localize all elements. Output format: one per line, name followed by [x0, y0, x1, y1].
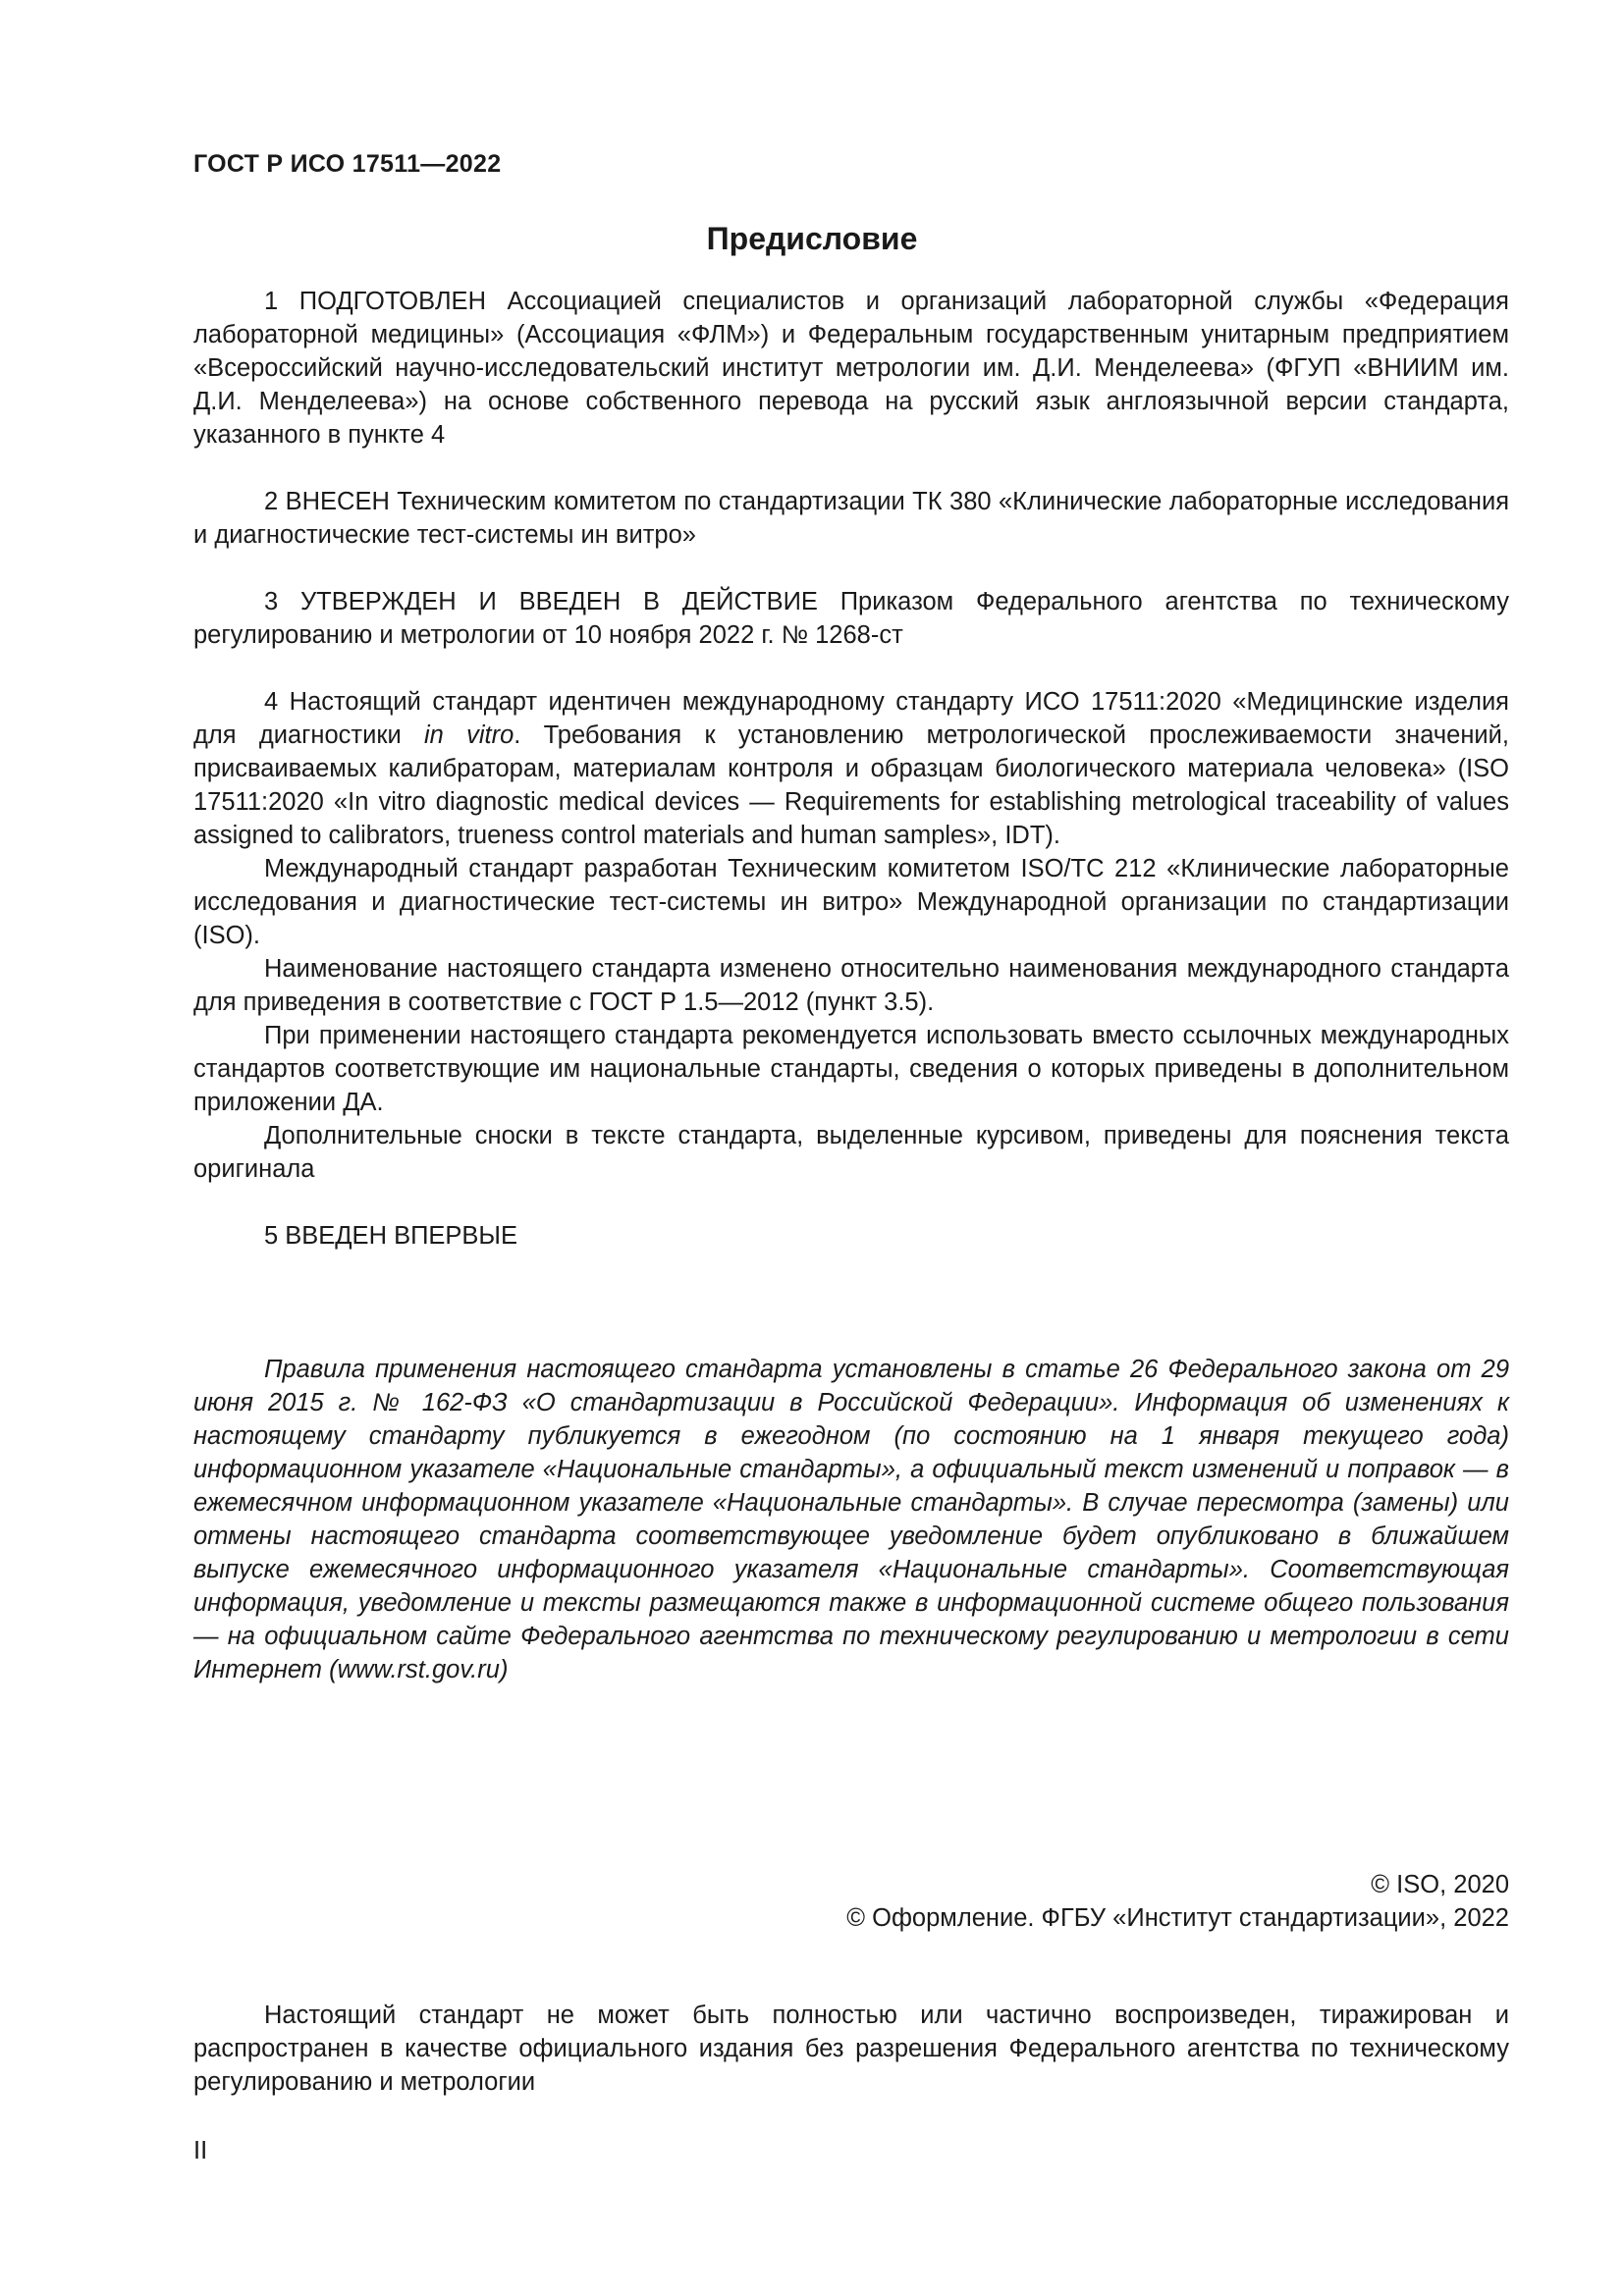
paragraph-prepared: 1 ПОДГОТОВЛЕН Ассоциацией специалистов и организаций лабораторной службы «Федерация лабораторной медицины» (Ассоциация «ФЛМ») и Федеральным государственным унитарным предприятием «Всероссийский научно-исследовательский институт метрологии им. Д.И. Менделеева» (ФГУП «ВНИИМ им. Д.И. Менделеева») на основе собственного перевода на русский язык англоязычной версии стандарта, указанного в пункте 4	[193, 288, 1509, 449]
copyright-block	[193, 1868, 1509, 1935]
application-rules-notice: Правила применения настоящего стандарта установлены в статье 26 Федерального закона от 29 июня 2015 г. № 162-ФЗ «О стандартизации в Российской Федерации». Информация об изменениях к настоящему стандарту публикуется в ежегодном (по состоянию на 1 января текущего года) информационном указателе «Национальные стандарты», а официальный текст изменений и поправок — в ежемесячном информационном указателе «Национальные стандарты». В случае пересмотра (замены) или отмены настоящего стандарта соответствующее уведомление будет опубликовано в ближайшем выпуске ежемесячного информационного указателя «Национальные стандарты». Соответствующая информация, уведомление и тексты размещаются также в информационной системе общего пользования — на официальном сайте Федерального агентства по техническому регулированию и метрологии в сети Интернет (www.rst.gov.ru)	[193, 1356, 1509, 1683]
page-number: II	[193, 2137, 208, 2164]
paragraph-references: При применении настоящего стандарта рекомендуется использовать вместо ссылочных международных стандартов соответствующие им национальные стандарты, сведения о которых приведены в дополнительном приложении ДА.	[193, 1022, 1509, 1116]
foreword-body	[193, 285, 1509, 1686]
document-code: ГОСТ Р ИСО 17511—2022	[193, 150, 502, 178]
paragraph-approved: 3 УТВЕРЖДЕН И ВВЕДЕН В ДЕЙСТВИЕ Приказом Федерального агентства по техническому регулированию и метрологии от 10 ноября 2022 г. № 1268-ст	[193, 588, 1509, 649]
paragraph-identical-part2: . Требования к установлению метрологической прослеживаемости значений, присваиваемых калибраторам, материалам контроля и образцам биологического материала человека» (ISO 17511:2020 «In vitro diagnostic medical devices — Requirements for establishing metrological traceability of values assigned to calibrators, trueness control materials and human samples», IDT).	[193, 721, 1510, 849]
reproduction-notice: Настоящий стандарт не может быть полностью или частично воспроизведен, тиражирован и распространен в качестве официального издания без разрешения Федерального агентства по техническому регулированию и метрологии	[193, 2002, 1509, 2096]
paragraph-footnotes: Дополнительные сноски в тексте стандарта, выделенные курсивом, приведены для пояснения текста оригинала	[193, 1122, 1509, 1183]
paragraph-name-change: Наименование настоящего стандарта изменено относительно наименования международного стандарта для приведения в соответствие с ГОСТ Р 1.5—2012 (пункт 3.5).	[193, 955, 1509, 1016]
copyright-fgbu: © Оформление. ФГБУ «Институт стандартизации», 2022	[846, 1904, 1509, 1932]
in-vitro-italic: in vitro	[424, 721, 514, 749]
page-title: Предисловие	[706, 221, 918, 256]
reproduction-notice-block	[193, 1999, 1509, 2099]
paragraph-introduced: 2 ВНЕСЕН Техническим комитетом по стандартизации ТК 380 «Клинические лабораторные исследования и диагностические тест-системы ин витро»	[193, 488, 1509, 549]
copyright-iso: © ISO, 2020	[1371, 1871, 1509, 1898]
paragraph-first-introduced: 5 ВВЕДЕН ВПЕРВЫЕ	[264, 1222, 518, 1250]
paragraph-identical-part1: 4 Настоящий стандарт идентичен международному стандарту ИСО 17511:2020 «Медицинские изделия для диагностики	[193, 688, 1509, 749]
paragraph-developer: Международный стандарт разработан Техническим комитетом ISO/TC 212 «Клинические лабораторные исследования и диагностические тест-системы ин витро» Международной организации по стандартизации (ISO).	[193, 855, 1509, 949]
paragraph-identical	[193, 685, 1509, 852]
